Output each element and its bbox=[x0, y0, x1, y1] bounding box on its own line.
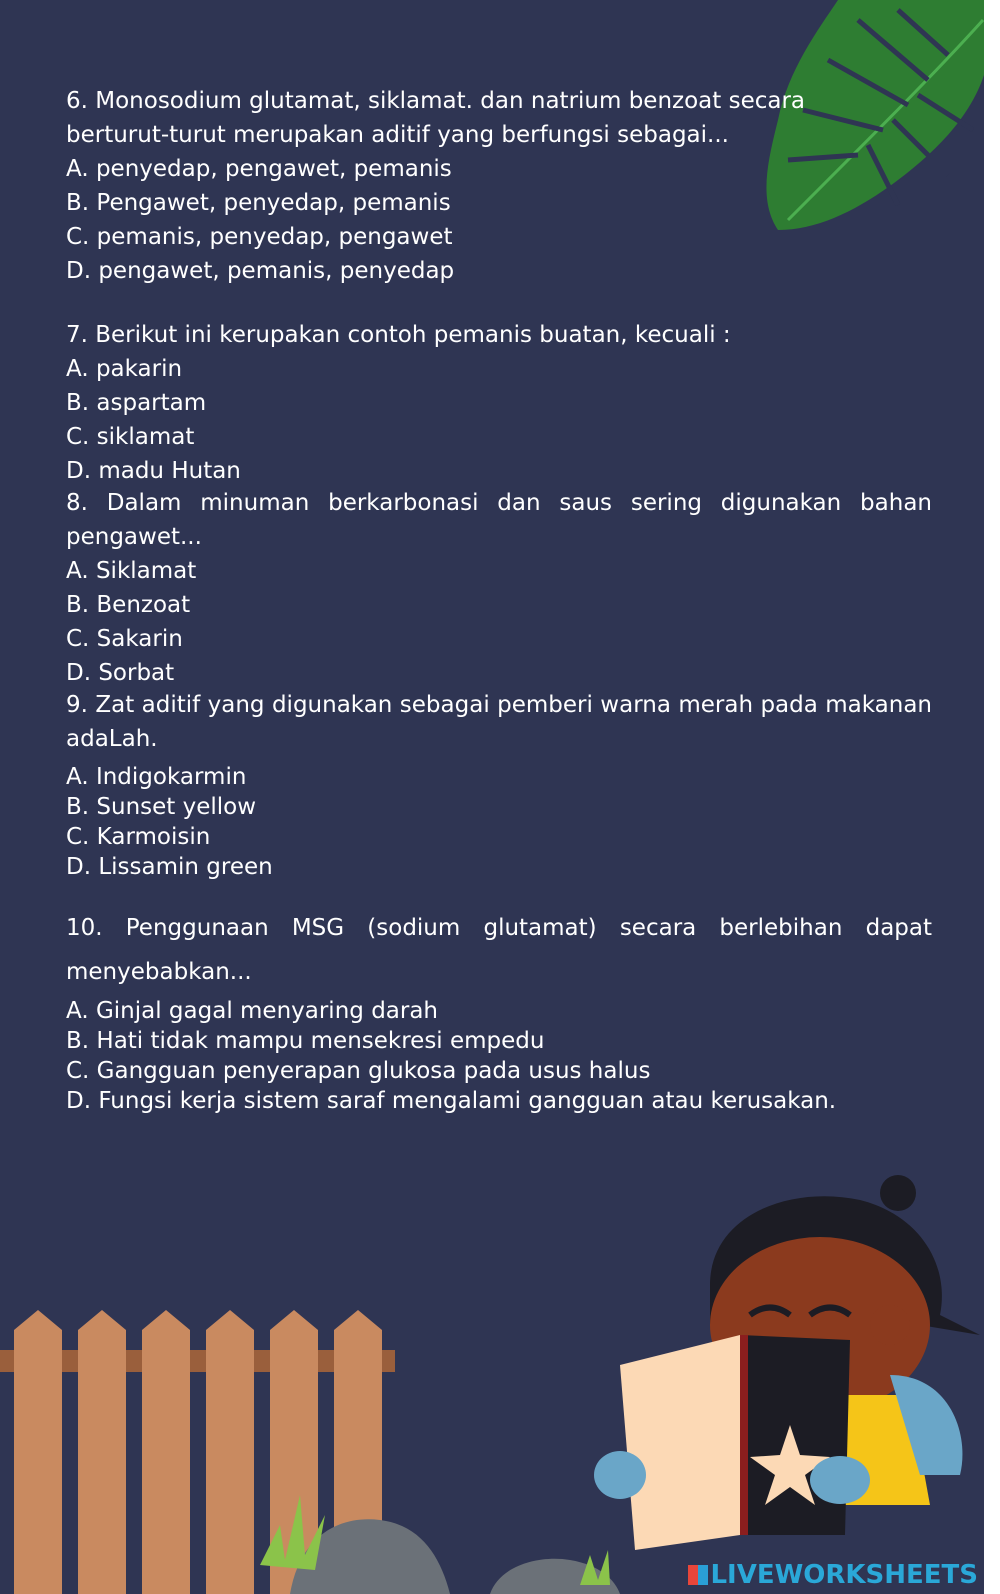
question-9 bbox=[66, 688, 932, 882]
watermark-text: LIVEWORKSHEETS bbox=[710, 1560, 978, 1590]
question-9-stem-line-2: adaLah. bbox=[66, 726, 158, 752]
question-6-stem-line-2: berturut-turut merupakan aditif yang berfungsi sebagai... bbox=[66, 122, 729, 148]
question-10-option-b[interactable]: B. Hati tidak mampu mensekresi empedu bbox=[66, 1028, 545, 1054]
liveworksheets-watermark bbox=[688, 1560, 978, 1590]
question-10-option-c[interactable]: C. Gangguan penyerapan glukosa pada usus halus bbox=[66, 1058, 651, 1084]
question-6-option-c[interactable]: C. pemanis, penyedap, pengawet bbox=[66, 224, 453, 250]
liveworksheets-logo-icon bbox=[688, 1565, 708, 1585]
question-9-option-c[interactable]: C. Karmoisin bbox=[66, 824, 211, 850]
question-9-stem-line-1: 9. Zat aditif yang digunakan sebagai pemberi warna merah pada makanan bbox=[66, 692, 932, 718]
question-7-stem: 7. Berikut ini kerupakan contoh pemanis buatan, kecuali : bbox=[66, 322, 731, 348]
question-6 bbox=[66, 84, 932, 288]
question-6-option-b[interactable]: B. Pengawet, penyedap, pemanis bbox=[66, 190, 451, 216]
child-reading-book-illustration bbox=[590, 1175, 984, 1555]
question-6-option-d[interactable]: D. pengawet, pemanis, penyedap bbox=[66, 258, 455, 284]
question-8-option-d[interactable]: D. Sorbat bbox=[66, 660, 175, 686]
question-9-option-b[interactable]: B. Sunset yellow bbox=[66, 794, 257, 820]
question-7-option-a[interactable]: A. pakarin bbox=[66, 356, 183, 382]
question-10-option-d[interactable]: D. Fungsi kerja sistem saraf mengalami gangguan atau kerusakan. bbox=[66, 1088, 837, 1114]
question-10-option-a[interactable]: A. Ginjal gagal menyaring darah bbox=[66, 998, 439, 1024]
question-10-stem-line-2: menyebabkan... bbox=[66, 959, 252, 985]
page-right-margin bbox=[984, 0, 1000, 1594]
question-8-stem-line-2: pengawet... bbox=[66, 524, 202, 550]
question-8-option-c[interactable]: C. Sakarin bbox=[66, 626, 183, 652]
question-6-stem-line-1: 6. Monosodium glutamat, siklamat. dan natrium benzoat secara bbox=[66, 88, 806, 114]
question-8-option-b[interactable]: B. Benzoat bbox=[66, 592, 191, 618]
question-8 bbox=[66, 486, 932, 690]
question-8-option-a[interactable]: A. Siklamat bbox=[66, 558, 197, 584]
question-7-option-b[interactable]: B. aspartam bbox=[66, 390, 207, 416]
question-9-option-d[interactable]: D. Lissamin green bbox=[66, 854, 273, 880]
question-7 bbox=[66, 318, 932, 488]
question-7-option-d[interactable]: D. madu Hutan bbox=[66, 458, 241, 484]
question-6-option-a[interactable]: A. penyedap, pengawet, pemanis bbox=[66, 156, 452, 182]
question-9-option-a[interactable]: A. Indigokarmin bbox=[66, 764, 247, 790]
question-7-option-c[interactable]: C. siklamat bbox=[66, 424, 195, 450]
question-10 bbox=[66, 906, 932, 1116]
question-8-stem-line-1: 8. Dalam minuman berkarbonasi dan saus sering digunakan bahan bbox=[66, 490, 932, 516]
question-10-stem-line-1: 10. Penggunaan MSG (sodium glutamat) secara berlebihan dapat bbox=[66, 915, 932, 941]
